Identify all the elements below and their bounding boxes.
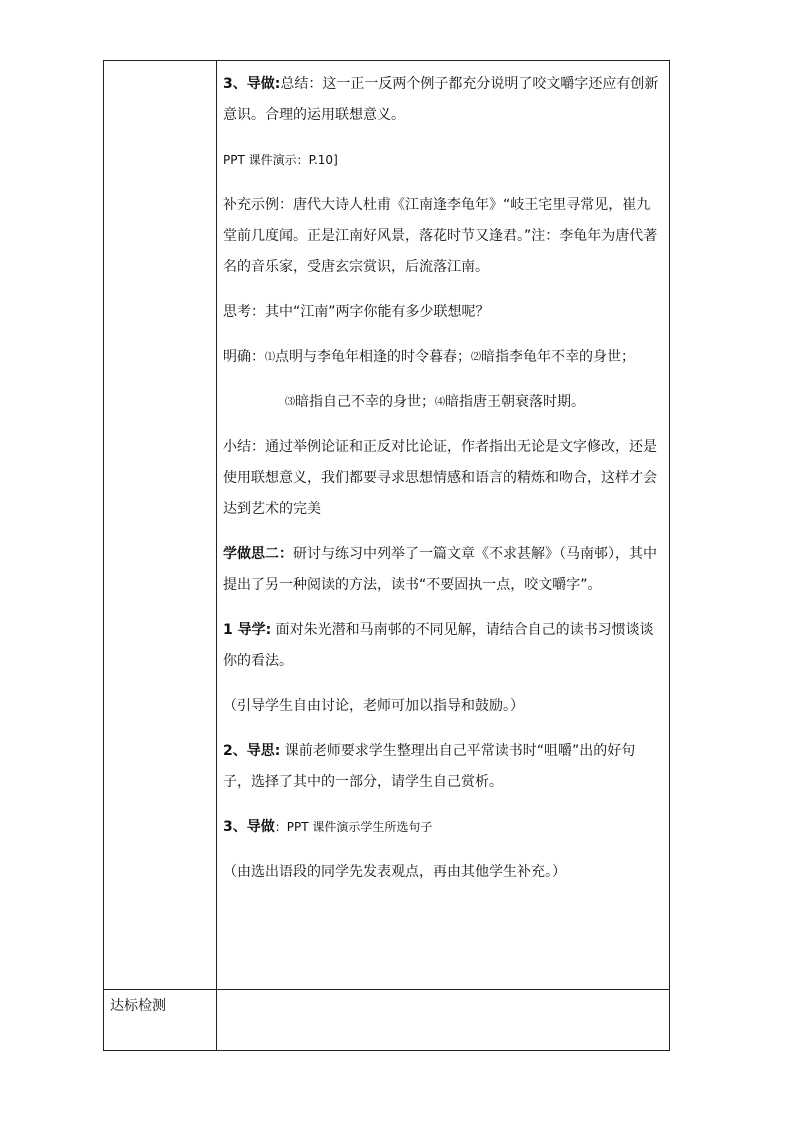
summary-text: 总结：这一正一反两个例子都充分说明了咬文嚼字还应有创新意识。合理的运用联想意义。 (223, 76, 659, 123)
clarify-number-2: ⑵ (471, 352, 481, 363)
lesson-content (217, 61, 669, 888)
guide-do-ppt-text: ：PPT 课件演示学生所选句子 (274, 820, 433, 834)
paragraph-guide-learn (223, 615, 663, 677)
paragraph-ppt-demo (223, 145, 663, 176)
row1-content-cell (217, 61, 670, 990)
paragraph-conclusion (223, 432, 663, 525)
conclusion-text: 小结：通过举例论证和正反对比论证，作者指出无论是文字修改，还是使用联想意义，我们都要寻求思想情感和语言的精炼和吻合，这样才会达到艺术的完美 (223, 439, 657, 517)
assessment-label-cell (104, 990, 217, 1051)
paragraph-discussion-note (223, 691, 663, 722)
paragraph-thinking (223, 297, 663, 328)
paragraph-supplement-example (223, 190, 663, 283)
teaching-process-row (104, 61, 670, 990)
paragraph-learn-think-2 (223, 539, 663, 601)
paragraph-guide-think (223, 736, 663, 798)
assessment-content-cell (217, 990, 670, 1051)
paragraph-student-opinion (223, 857, 663, 888)
clarify-text-4: 暗指唐王朝衰落时期。 (445, 394, 585, 410)
clarify-number-4: ⑷ (435, 397, 445, 408)
learn-think-2-text: 研讨与练习中列举了一篇文章《不求甚解》（马南邨），其中提出了另一种阅读的方法，读书“不要固执一点，咬文嚼字”。 (223, 546, 657, 593)
learn-think-2-lead: 学做思二： (223, 546, 293, 562)
supplement-example-text: 补充示例：唐代大诗人杜甫《江南逢李龟年》“岐王宅里寻常见，崔九堂前几度闻。正是江南好风景，落花时节又逢君。”注：李龟年为唐代著名的音乐家，受唐玄宗赏识，后流落江南。 (223, 197, 658, 275)
thinking-text: 思考：其中“江南”两字你能有多少联想呢？ (223, 304, 490, 320)
clarify-text-2: 暗指李龟年不幸的身世； (481, 349, 635, 365)
paragraph-summary (223, 69, 663, 131)
row1-label-cell (104, 61, 217, 990)
guide-do-ppt-lead: 3、导做 (223, 819, 275, 835)
assessment-label: 达标检测 (110, 998, 166, 1014)
student-opinion-text: （由选出语段的同学先发表观点，再由其他学生补充。） (223, 864, 566, 880)
clarify-number-3: ⑶ (285, 397, 295, 408)
assessment-row (104, 990, 670, 1051)
guide-do-lead: 3、导做: (223, 76, 281, 92)
guide-learn-text: 面对朱光潜和马南邨的不同见解，请结合自己的读书习惯谈谈你的看法。 (223, 622, 654, 669)
lesson-plan-table (103, 60, 670, 1051)
guide-think-lead: 2、导思: (223, 743, 281, 759)
paragraph-guide-do-ppt (223, 812, 663, 843)
paragraph-clarify-1 (223, 342, 663, 373)
paragraph-clarify-2 (223, 387, 663, 418)
clarify-text-3: 暗指自己不幸的身世； (295, 394, 435, 410)
clarify-text-1: 点明与李龟年相逢的时令暮春； (275, 349, 471, 365)
ppt-demo-text: PPT 课件演示：P.10] (223, 153, 338, 167)
guide-think-text: 课前老师要求学生整理出自己平常读书时“咀嚼”出的好句子，选择了其中的一部分，请学生自己赏析。 (223, 743, 636, 790)
clarify-prefix: 明确： (223, 349, 265, 365)
guide-learn-lead: 1 导学: (223, 622, 272, 638)
discussion-note-text: （引导学生自由讨论，老师可加以指导和鼓励。） (223, 698, 524, 714)
clarify-number-1: ⑴ (265, 352, 275, 363)
